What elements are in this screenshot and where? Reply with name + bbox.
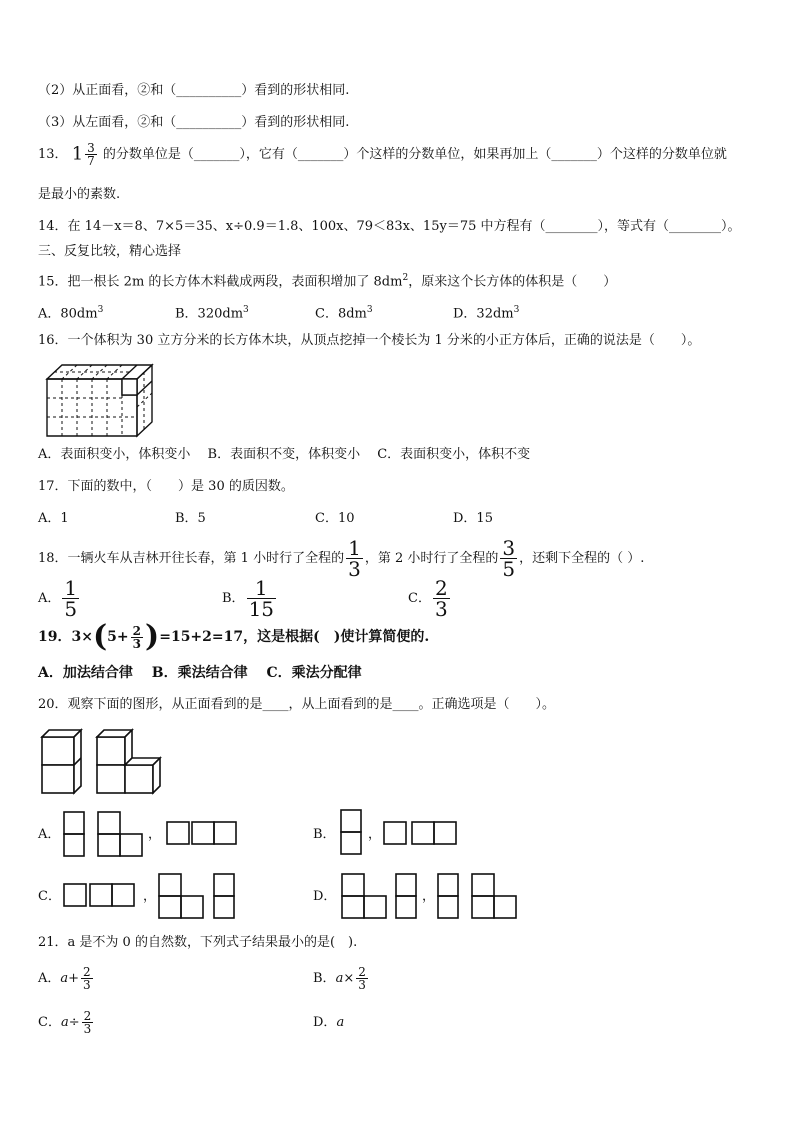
q13-text-1: 的分数单位是（_______），它有（_______）个这样的分数单位，如果再加上（_______）个这样的分数单位就 (102, 147, 727, 162)
q15-stem-b: ，原来这个长方体的体积是（ ） (408, 274, 617, 290)
q12-line-2: （2）从正面看，②和（__________）看到的形状相同. (38, 83, 350, 98)
q17-option-c[interactable]: C．10 (315, 511, 355, 526)
q21-option-b[interactable] (313, 966, 370, 992)
q19-text-a: 19．3× (38, 629, 93, 645)
q20-option-d-comma: ， (422, 889, 436, 904)
q18-option-a-label: A． (38, 591, 61, 606)
q21-option-d-label: D． (313, 1015, 337, 1030)
q19-left-paren: ( (92, 619, 108, 654)
q21-option-b-label: B． (313, 971, 336, 986)
q20-option-c-comma: ， (143, 889, 157, 904)
q19-denominator: 3 (132, 636, 142, 651)
q18-option-c[interactable] (408, 578, 452, 619)
q21-option-b-fraction (356, 966, 368, 991)
q13-denominator: 7 (87, 154, 95, 168)
question-16: 16．一个体积为 30 立方分米的长方体木块，从顶点挖掉一个棱长为 1 分米的小正方体后，正确的说法是（ ）。 (38, 333, 701, 348)
q17-option-d[interactable]: D．15 (453, 511, 493, 526)
q20-option-d-label[interactable]: D． (313, 889, 337, 904)
q15-option-c-sup: 3 (366, 305, 373, 315)
q18-option-b-label: B． (222, 591, 245, 606)
q18-option-a[interactable] (38, 578, 81, 619)
q21-option-c-label: C． (38, 1015, 61, 1030)
q21-oa-n: 2 (83, 965, 91, 979)
question-21: 21．a 是不为 0 的自然数，下列式子结果最小的是( ). (38, 935, 358, 950)
question-15 (38, 269, 616, 291)
q15-option-a-sup: 3 (97, 305, 104, 315)
question-14: 14．在 14－x＝8、7×5＝35、x÷0.9＝1.8、100x、79＜83x、15y＝75 中方程有（________），等式有（________）。 (38, 219, 741, 234)
q20-option-a-label[interactable]: A． (38, 827, 61, 842)
q21-option-a-label: A． (38, 971, 61, 986)
q19-fraction (131, 625, 143, 650)
q21-option-c-expr: a÷ (60, 1015, 80, 1030)
q16-options[interactable]: A．表面积变小，体积变小 B．表面积不变，体积变小 C．表面积变小，体积不变 (38, 447, 531, 462)
q20-option-b-comma: ， (368, 827, 382, 842)
q13-numerator: 3 (87, 141, 95, 155)
q18-option-c-fraction (433, 578, 450, 619)
q17-option-a[interactable]: A．1 (38, 511, 69, 526)
question-20: 20．观察下面的图形，从正面看到的是____，从上面看到的是____。正确选项是（ ）。 (38, 697, 556, 712)
q15-option-b-label: B．320dm (175, 306, 244, 322)
q18-f2-denominator: 5 (502, 557, 516, 581)
q21-option-c-fraction (82, 1010, 94, 1035)
stacked-cubes-figure (40, 728, 162, 796)
q15-option-b-sup: 3 (243, 305, 249, 315)
q13-text-2: 是最小的素数. (38, 187, 121, 202)
q20-option-b-shapes[interactable] (338, 808, 462, 858)
q18-ob-d: 15 (248, 597, 275, 621)
cuboid-with-cut-corner-figure (44, 362, 154, 438)
question-17: 17．下面的数中，（ ）是 30 的质因数。 (38, 479, 294, 494)
section-3-heading: 三、反复比较，精心选择 (38, 244, 182, 259)
q18-oa-n: 1 (64, 576, 78, 600)
q19-inner: 5+ (107, 629, 129, 645)
q18-option-c-label: C． (408, 591, 431, 606)
q18-option-b[interactable] (222, 578, 278, 619)
q21-option-d[interactable] (313, 1012, 344, 1034)
q15-option-d-label: D．32dm (453, 306, 514, 322)
q19-text-b: =15+2=17，这是根据( )使计算简便的. (159, 629, 430, 645)
q15-option-c-label: C．8dm (315, 306, 367, 322)
question-18 (38, 538, 644, 579)
q20-option-a-comma: ， (148, 827, 162, 842)
q18-text-c: ，还剩下全程的（ ）. (519, 551, 645, 566)
q15-option-a-label: A．80dm (38, 306, 98, 322)
q18-f2-numerator: 3 (502, 536, 516, 560)
q19-options[interactable]: A．加法结合律 B．乘法结合律 C．乘法分配律 (38, 665, 362, 681)
q13-whole: 1 (71, 143, 84, 165)
q15-option-a[interactable] (38, 301, 103, 323)
q21-oa-d: 3 (83, 978, 91, 992)
q15-option-d[interactable] (453, 301, 519, 323)
q18-f1-numerator: 1 (348, 536, 361, 560)
question-19 (38, 619, 430, 654)
q18-oc-n: 2 (434, 576, 448, 600)
q21-oc-n: 2 (83, 1009, 92, 1023)
q21-option-b-expr: a× (335, 971, 355, 986)
q12-line-3: （3）从左面看，②和（__________）看到的形状相同. (38, 115, 350, 130)
q21-option-c[interactable] (38, 1010, 95, 1036)
q15-option-c[interactable] (315, 301, 373, 323)
q18-f1-denominator: 3 (348, 557, 361, 581)
q18-oc-d: 3 (434, 597, 448, 621)
q13-fraction (85, 142, 97, 167)
q21-oc-d: 3 (83, 1022, 92, 1036)
q21-ob-d: 3 (358, 978, 366, 992)
q18-fraction-1 (346, 538, 363, 579)
q20-option-c-label[interactable]: C． (38, 889, 61, 904)
q18-fraction-2 (500, 538, 517, 579)
q18-oa-d: 5 (64, 597, 78, 621)
q19-right-paren: ) (145, 619, 160, 654)
q18-text-b: ，第 2 小时行了全程的 (364, 551, 499, 566)
q19-numerator: 2 (132, 623, 142, 638)
q15-option-b[interactable] (175, 301, 249, 323)
q15-stem-sup: 2 (402, 273, 409, 283)
q13-number: 13． (38, 147, 68, 162)
q18-option-b-fraction (247, 578, 276, 619)
q21-option-d-expr: a (336, 1015, 345, 1030)
q21-option-a[interactable] (38, 966, 95, 992)
q18-ob-n: 1 (247, 578, 276, 599)
q15-stem-a: 15．把一根长 2m 的长方体木料截成两段，表面积增加了 8dm (38, 274, 403, 290)
q18-option-a-fraction (62, 578, 79, 619)
question-13 (38, 142, 727, 167)
q15-option-d-sup: 3 (513, 305, 520, 315)
q21-ob-n: 2 (358, 965, 366, 979)
q21-option-a-expr: a+ (60, 971, 80, 986)
q18-text-a: 18．一辆火车从吉林开往长春，第 1 小时行了全程的 (38, 551, 345, 566)
q13-mixed-number (71, 141, 103, 168)
q17-option-b[interactable]: B．5 (175, 511, 206, 526)
q20-option-b-label[interactable]: B． (313, 827, 336, 842)
q21-option-a-fraction (81, 966, 93, 991)
